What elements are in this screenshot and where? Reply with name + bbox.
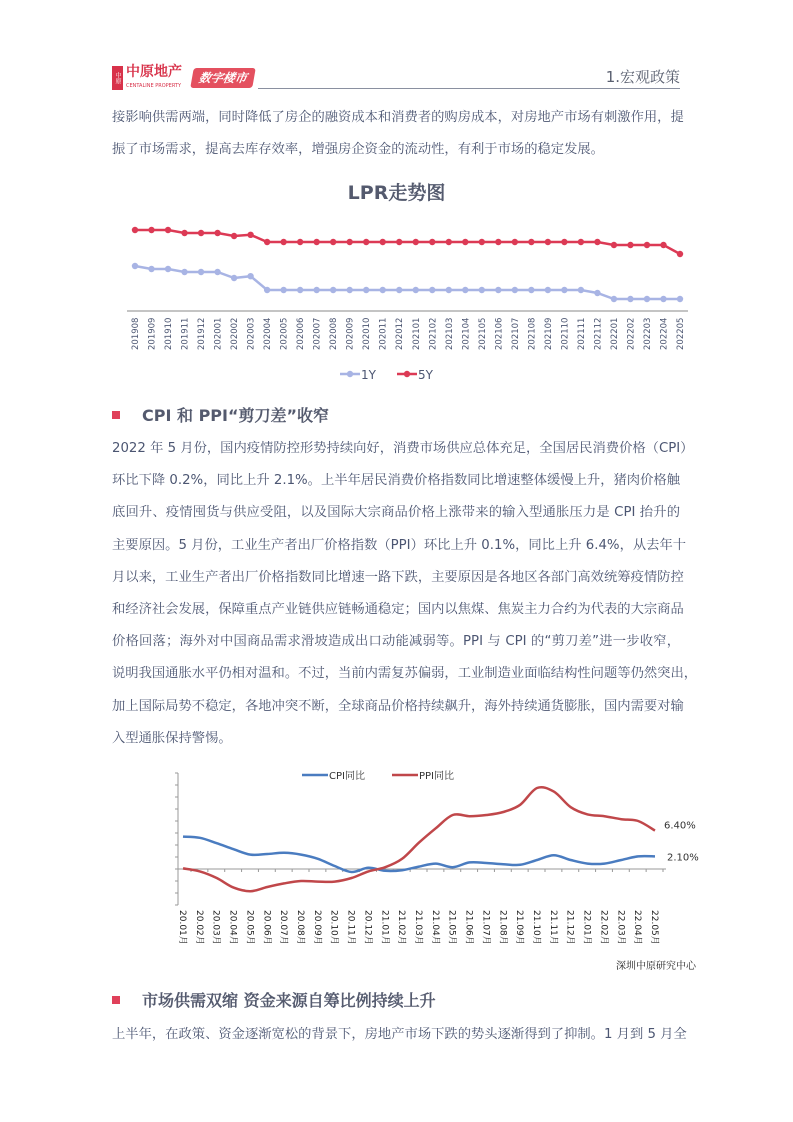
data-point-5Y	[264, 239, 270, 245]
x-tick-label: 202008	[329, 317, 340, 350]
legend-marker	[347, 371, 353, 377]
data-point-1Y	[413, 287, 419, 293]
series-line-PPI同比	[183, 787, 655, 891]
x-tick-label: 201911	[180, 317, 191, 350]
data-point-1Y	[380, 287, 386, 293]
x-tick-label: 22.03月	[615, 910, 626, 945]
data-point-5Y	[660, 242, 666, 248]
data-point-1Y	[148, 266, 154, 272]
data-point-5Y	[462, 239, 468, 245]
x-tick-label: 22.04月	[632, 910, 643, 945]
data-point-1Y	[429, 287, 435, 293]
x-tick-label: 21.10月	[531, 910, 541, 945]
x-tick-label: 20.10月	[328, 910, 339, 945]
x-tick-label: 202110	[560, 317, 571, 350]
x-tick-label: 21.01月	[379, 910, 390, 945]
data-point-1Y	[363, 287, 369, 293]
x-tick-label: 21.05月	[446, 910, 457, 945]
data-point-5Y	[297, 239, 303, 245]
bullet-square-icon	[112, 996, 120, 1004]
x-tick-label: 21.09月	[514, 910, 525, 945]
x-tick-label: 202009	[345, 317, 356, 350]
data-point-5Y	[578, 239, 584, 245]
x-tick-label: 21.06月	[463, 910, 474, 945]
data-point-1Y	[446, 287, 452, 293]
data-point-5Y	[611, 242, 617, 248]
lpr-chart	[0, 0, 793, 400]
text-line: 月以来，工业生产者出厂价格指数同比增速一路下跌，主要原因是各地区各部门高效统筹疫情防控	[112, 569, 684, 585]
data-point-1Y	[495, 287, 501, 293]
x-tick-label: 202005	[279, 317, 290, 350]
data-point-1Y	[297, 287, 303, 293]
data-point-5Y	[479, 239, 485, 245]
end-value-label: 6.40%	[664, 820, 696, 832]
data-point-5Y	[545, 239, 551, 245]
text-line: 加上国际局势不稳定，各地冲突不断，全球商品价格持续飙升，海外持续通货膨胀，国内需要对输	[112, 698, 684, 714]
lpr-chart-title: LPR走势图	[347, 182, 446, 204]
heading-text: CPI 和 PPI“剪刀差”收窄	[142, 406, 330, 425]
x-tick-label: 20.06月	[261, 910, 272, 945]
text-line: 主要原因。5 月份，工业生产者出厂价格指数（PPI）环比上升 0.1%，同比上升 6.4%，从去年十	[112, 537, 687, 553]
x-tick-label: 202202	[626, 317, 637, 350]
x-tick-label: 21.11月	[547, 910, 558, 945]
data-point-5Y	[231, 233, 237, 239]
text-line: 底回升、疫情囤货与供应受阻，以及国际大宗商品价格上涨带来的输入型通胀压力是 CPI 抬升的	[112, 505, 680, 521]
x-tick-label: 202103	[444, 317, 455, 350]
section-heading-cpi-ppi	[112, 403, 329, 426]
x-tick-label: 202106	[494, 317, 505, 350]
x-tick-label: 202108	[527, 317, 538, 350]
x-tick-label: 22.02月	[598, 910, 609, 945]
data-point-1Y	[578, 287, 584, 293]
x-tick-label: 202012	[395, 317, 406, 350]
x-tick-label: 202011	[378, 317, 389, 350]
data-point-5Y	[330, 239, 336, 245]
x-tick-label: 20.12月	[362, 910, 373, 945]
text-line: 环比下降 0.2%，同比上升 2.1%。上半年居民消费价格指数同比增速整体缓慢上升，猪肉价格触	[112, 473, 680, 489]
data-point-1Y	[231, 275, 237, 281]
text-line: 价格回落；海外对中国商品需求滑坡造成出口动能减弱等。PPI 与 CPI 的“剪刀差”进一步收窄，	[112, 634, 680, 650]
data-point-1Y	[512, 287, 518, 293]
data-point-1Y	[396, 287, 402, 293]
legend-label: PPI同比	[419, 771, 455, 782]
cpi-ppi-chart	[0, 755, 793, 977]
x-tick-label: 20.05月	[244, 910, 255, 945]
data-point-5Y	[165, 227, 171, 233]
data-point-1Y	[181, 269, 187, 275]
x-tick-label: 21.12月	[564, 910, 575, 945]
data-point-1Y	[479, 287, 485, 293]
section-heading-supply	[112, 988, 436, 1011]
x-tick-label: 202101	[411, 317, 422, 350]
legend-label: CPI同比	[329, 771, 365, 782]
x-tick-label: 202205	[676, 317, 686, 350]
data-point-1Y	[330, 287, 336, 293]
data-point-1Y	[677, 296, 683, 302]
x-tick-label: 202201	[609, 317, 620, 350]
x-tick-label: 202010	[362, 317, 373, 350]
x-tick-label: 202004	[263, 317, 274, 350]
x-tick-label: 21.04月	[429, 910, 440, 945]
text-line: 入型通胀保持警惕。	[112, 730, 232, 746]
brand-tag: 数字楼市	[190, 68, 256, 88]
data-point-1Y	[165, 266, 171, 272]
section-title: 1.宏观政策	[605, 68, 680, 86]
data-point-1Y	[198, 269, 204, 275]
data-point-5Y	[677, 251, 683, 257]
legend-marker	[404, 371, 410, 377]
legend-label: 5Y	[418, 368, 433, 382]
x-tick-label: 201909	[147, 317, 158, 350]
x-tick-label: 201908	[131, 317, 141, 350]
data-point-5Y	[561, 239, 567, 245]
data-point-5Y	[280, 239, 286, 245]
x-tick-label: 20.09月	[311, 910, 322, 945]
data-point-1Y	[346, 287, 352, 293]
legend-label: 1Y	[361, 368, 376, 382]
x-tick-label: 22.01月	[581, 910, 592, 945]
data-point-1Y	[313, 287, 319, 293]
x-tick-label: 20.04月	[227, 910, 238, 945]
data-point-1Y	[561, 287, 567, 293]
data-point-1Y	[660, 296, 666, 302]
data-point-5Y	[627, 242, 633, 248]
text-line: 说明我国通胀水平仍相对温和。不过，当前内需复苏偏弱，工业制造业面临结构性问题等仍然突出，	[112, 666, 698, 682]
x-tick-label: 202002	[230, 317, 241, 350]
x-tick-label: 202003	[246, 317, 257, 350]
text-line: 上半年，在政策、资金逐渐宽松的背景下，房地产市场下跌的势头逐渐得到了抑制。1 月到 5 月全	[112, 1027, 687, 1042]
data-point-5Y	[380, 239, 386, 245]
data-point-5Y	[148, 227, 154, 233]
x-tick-label: 22.05月	[649, 910, 659, 945]
x-tick-label: 202109	[543, 317, 554, 350]
x-tick-label: 202105	[477, 317, 488, 350]
data-point-1Y	[644, 296, 650, 302]
data-point-1Y	[594, 290, 600, 296]
data-point-1Y	[528, 287, 534, 293]
bullet-square-icon	[112, 411, 120, 419]
data-point-5Y	[346, 239, 352, 245]
data-point-5Y	[313, 239, 319, 245]
x-tick-label: 20.07月	[278, 910, 289, 945]
x-tick-label: 202107	[510, 317, 521, 350]
x-tick-label: 202203	[642, 317, 653, 350]
x-tick-label: 202111	[576, 317, 587, 350]
x-tick-label: 202001	[213, 317, 224, 350]
x-tick-label: 202204	[659, 317, 670, 350]
x-tick-label: 201910	[164, 317, 175, 350]
x-tick-label: 201912	[197, 317, 208, 350]
data-point-5Y	[594, 239, 600, 245]
x-tick-label: 21.02月	[396, 910, 407, 945]
x-tick-label: 20.02月	[193, 910, 204, 945]
x-tick-label: 202007	[312, 317, 323, 350]
x-tick-label: 20.11月	[345, 910, 356, 945]
x-tick-label: 202104	[461, 317, 472, 350]
text-line: 接影响供需两端，同时降低了房企的融资成本和消费者的购房成本，对房地产市场有刺激作用，提	[112, 110, 684, 125]
source-label: 深圳中原研究中心	[616, 961, 696, 972]
text-line: 2022 年 5 月份，国内疫情防控形势持续向好，消费市场供应总体充足，全国居民消费价格（CPI）	[112, 441, 694, 456]
data-point-5Y	[198, 230, 204, 236]
text-line: 和经济社会发展，保障重点产业链供应链畅通稳定；国内以焦煤、焦炭主力合约为代表的大宗商品	[112, 602, 684, 617]
x-tick-label: 202112	[593, 317, 604, 350]
data-point-1Y	[611, 296, 617, 302]
x-tick-label: 20.08月	[295, 910, 305, 945]
data-point-5Y	[247, 232, 253, 238]
data-point-5Y	[446, 239, 452, 245]
data-point-5Y	[644, 242, 650, 248]
logo-subtext: CENTALINE PROPERTY	[126, 83, 182, 89]
heading-text: 市场供需双缩 资金来源自筹比例持续上升	[142, 991, 436, 1010]
data-point-1Y	[280, 287, 286, 293]
data-point-5Y	[495, 239, 501, 245]
x-tick-label: 202102	[428, 317, 439, 350]
data-point-5Y	[363, 239, 369, 245]
data-point-5Y	[429, 239, 435, 245]
data-point-1Y	[627, 296, 633, 302]
logo-mark-text: 中原	[114, 72, 121, 84]
data-point-1Y	[264, 287, 270, 293]
data-point-5Y	[181, 230, 187, 236]
text-line: 振了市场需求，提高去库存效率，增强房企资金的流动性，有利于市场的稳定发展。	[112, 142, 604, 157]
data-point-5Y	[413, 239, 419, 245]
x-tick-label: 21.07月	[480, 910, 491, 945]
data-point-1Y	[462, 287, 468, 293]
logo-text: 中原地产	[126, 64, 182, 80]
end-value-label: 2.10%	[667, 852, 699, 864]
data-point-1Y	[247, 273, 253, 279]
data-point-1Y	[132, 263, 138, 269]
x-tick-label: 202006	[296, 317, 307, 350]
data-point-5Y	[528, 239, 534, 245]
data-point-5Y	[396, 239, 402, 245]
data-point-5Y	[214, 230, 220, 236]
x-tick-label: 21.03月	[413, 910, 423, 945]
x-tick-label: 21.08月	[497, 910, 508, 945]
data-point-1Y	[545, 287, 551, 293]
x-tick-label: 20.03月	[210, 910, 221, 945]
data-point-5Y	[512, 239, 518, 245]
data-point-5Y	[132, 227, 138, 233]
x-tick-label: 20.01月	[177, 910, 187, 945]
data-point-1Y	[214, 269, 220, 275]
